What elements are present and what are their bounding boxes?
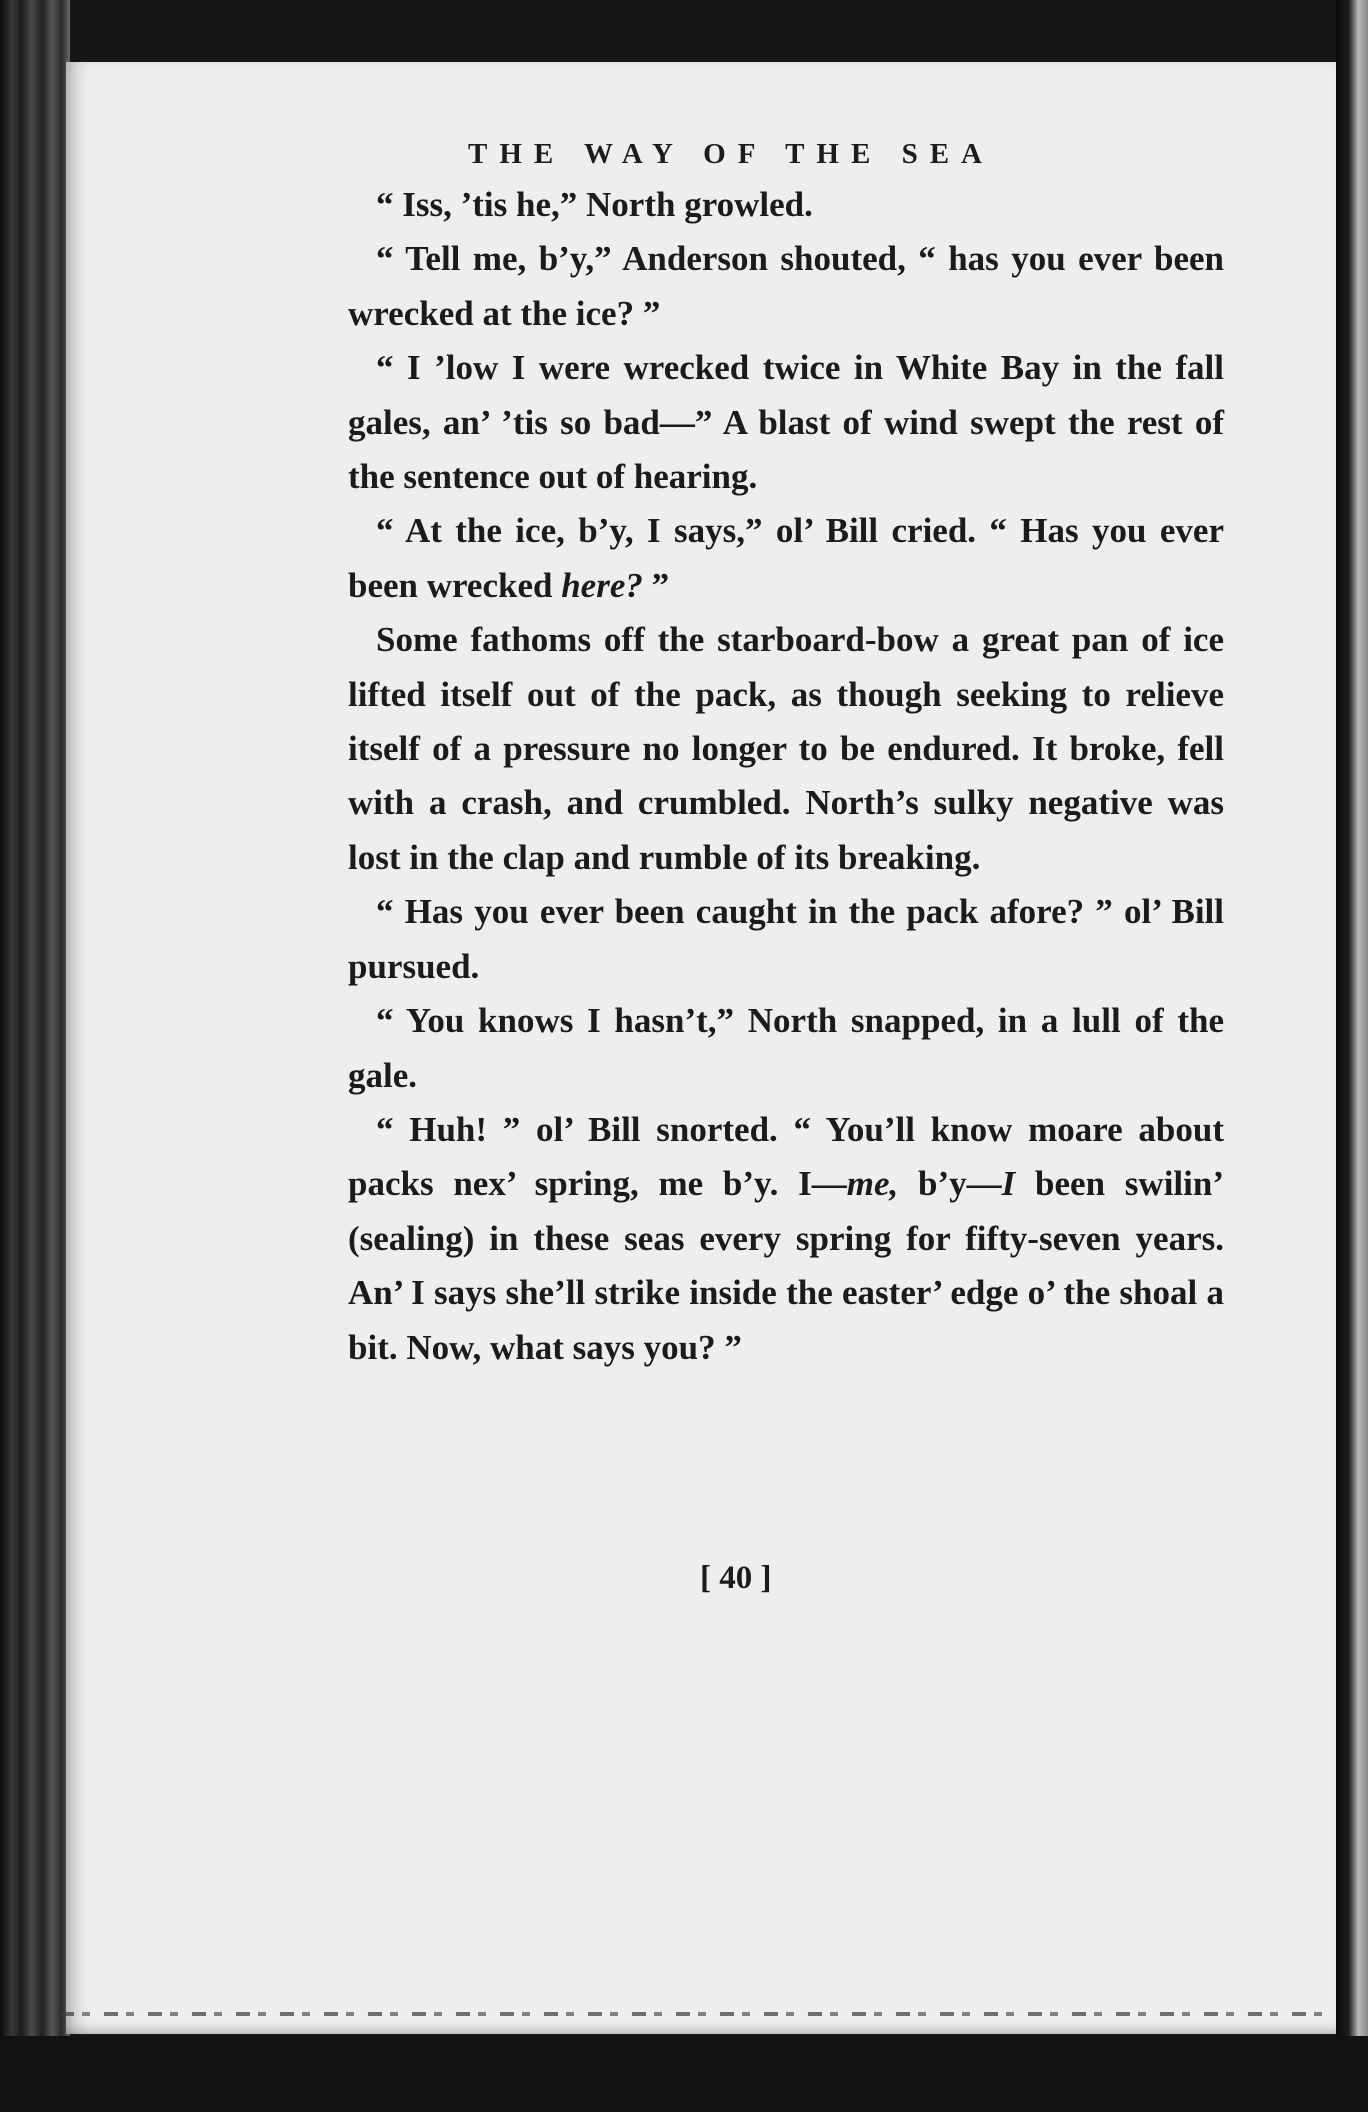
paragraph <box>348 341 1224 504</box>
scan-background <box>0 2036 1368 2112</box>
running-head: THE WAY OF THE SEA <box>468 138 994 170</box>
paragraph <box>348 232 1224 341</box>
paragraph <box>348 994 1224 1103</box>
paragraph-text: “ You knows I hasn’t,” North snapped, in a lull of the gale. <box>348 1001 1224 1095</box>
paragraph <box>348 613 1224 885</box>
book-binding <box>0 0 70 2112</box>
italic-word: I <box>1001 1164 1016 1204</box>
page-body <box>348 178 1224 1375</box>
paragraph-text: “ Has you ever been caught in the pack afore? ” ol’ Bill pursued. <box>348 892 1224 986</box>
paragraph-text: Some fathoms off the starboard-bow a great pan of ice lifted itself out of the pack, as though seeking to relieve itself of a pressure no longer to be endured. It broke, fell with a crash, and crumbled. North’s sulky negative was lost in the clap and rumble of its breaking. <box>348 620 1224 877</box>
paragraph-text: “ Iss, ’tis he,” North growled. <box>376 185 813 224</box>
paragraph <box>348 885 1224 994</box>
paragraph <box>348 178 1224 232</box>
paragraph-text: “ Huh! ” ol’ Bill snorted. “ You’ll know moare about packs nex’ spring, me b’y. I— <box>348 1109 1224 1204</box>
paragraph <box>348 1103 1224 1375</box>
paragraph <box>348 504 1224 613</box>
paragraph-text: ” <box>642 565 670 605</box>
italic-word: me, <box>846 1164 899 1204</box>
paragraph-text: “ At the ice, b’y, I says,” ol’ Bill cried. “ Has you ever been wrecked <box>348 511 1224 605</box>
paragraph-text: b’y— <box>898 1164 1002 1204</box>
paragraph-text: “ I ’low I were wrecked twice in White Bay in the fall gales, an’ ’tis so bad—” A blast of wind swept the rest of the sentence out of hearing. <box>348 348 1224 497</box>
scan-artifact-line <box>60 2012 1336 2016</box>
page-number: [ 40 ] <box>700 1560 772 1596</box>
italic-word: here? <box>561 565 643 605</box>
paragraph-text: “ Tell me, b’y,” Anderson shouted, “ has you ever been wrecked at the ice? ” <box>348 239 1224 333</box>
next-page-edge <box>1336 0 1368 2112</box>
paragraph-text: been swilin’ (sealing) in these seas every spring for fifty-seven years. An’ I says she’ll strike inside the easter’ edge o’ the shoal a bit. Now, what says you? ” <box>348 1164 1224 1367</box>
